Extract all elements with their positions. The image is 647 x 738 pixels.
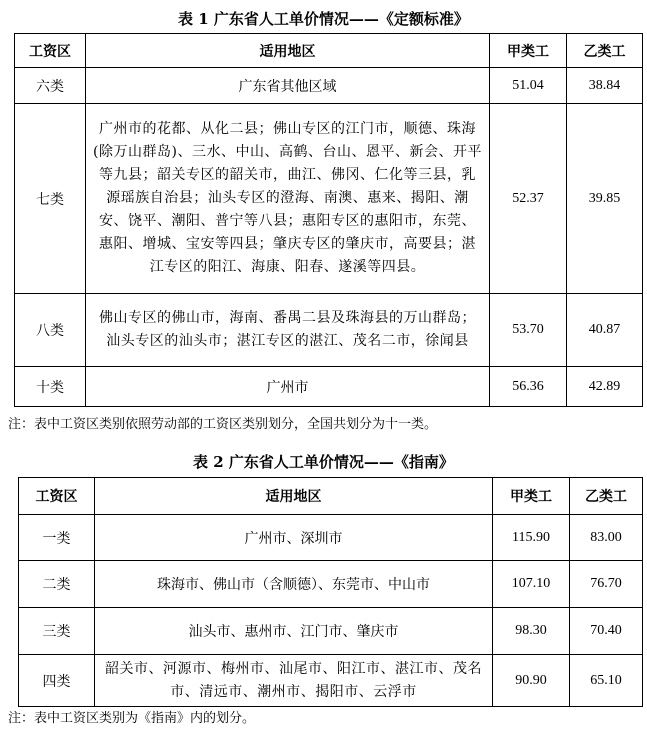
zone-cell: 一类 [19,515,95,561]
zone-cell: 三类 [19,608,95,655]
jia-cell: 51.04 [490,68,567,104]
yi-cell: 83.00 [570,515,643,561]
table-row [15,294,643,367]
jia-cell: 98.30 [493,608,570,655]
jia-cell: 52.37 [490,104,567,294]
yi-cell: 76.70 [570,561,643,608]
jia-cell: 56.36 [490,367,567,407]
header-region: 适用地区 [86,34,490,68]
table2-caption: 表 2 广东省人工单价情况——《指南》 [193,453,454,471]
region-cell: 佛山专区的佛山市，海南、番禺二县及珠海县的万山群岛；汕头专区的汕头市；湛江专区的湛江、茂名二市，徐闻县 [86,294,490,367]
header-zone: 工资区 [15,34,86,68]
yi-cell: 39.85 [567,104,643,294]
header-yi: 乙类工 [567,34,643,68]
region-cell: 广东省其他区域 [86,68,490,104]
zone-cell: 四类 [19,655,95,707]
region-cell: 汕头市、惠州市、江门市、肇庆市 [95,608,493,655]
header-zone: 工资区 [19,478,95,515]
yi-cell: 38.84 [567,68,643,104]
table2-note: 注：表中工资区类别为《指南》内的划分。 [8,711,256,726]
table-row [15,367,643,407]
yi-cell: 42.89 [567,367,643,407]
jia-cell: 90.90 [493,655,570,707]
yi-cell: 70.40 [570,608,643,655]
zone-cell: 六类 [15,68,86,104]
table1-header-row [15,34,643,68]
table2 [18,477,643,707]
table-row [19,515,643,561]
table-row [15,104,643,294]
table1-caption: 表 1 广东省人工单价情况——《定额标准》 [178,10,469,28]
zone-cell: 八类 [15,294,86,367]
yi-cell: 65.10 [570,655,643,707]
header-jia: 甲类工 [490,34,567,68]
table1 [14,33,643,407]
header-region: 适用地区 [95,478,493,515]
table-row [15,68,643,104]
yi-cell: 40.87 [567,294,643,367]
table-row [19,655,643,707]
region-cell: 广州市的花都、从化二县；佛山专区的江门市，顺德、珠海(除万山群岛)、三水、中山、高鹤、台山、恩平、新会、开平等九县；韶关专区的韶关市，曲江、佛冈、仁化等三县，乳源瑶族自治县；汕头专区的澄海、南澳、惠来、揭阳、潮安、饶平、潮阳、普宁等八县；惠阳专区的惠阳市，东莞、惠阳、增城、宝安等四县；肇庆专区的肇庆市，高要县；湛江专区的阳江、海康、阳春、遂溪等四县。 [86,104,490,294]
zone-cell: 十类 [15,367,86,407]
jia-cell: 115.90 [493,515,570,561]
region-cell: 广州市 [86,367,490,407]
table1-note: 注：表中工资区类别依照劳动部的工资区类别划分，全国共划分为十一类。 [8,417,438,432]
table2-header-row [19,478,643,515]
zone-cell: 二类 [19,561,95,608]
table-row [19,608,643,655]
region-cell: 韶关市、河源市、梅州市、汕尾市、阳江市、湛江市、茂名市、清远市、潮州市、揭阳市、云浮市 [95,655,493,707]
header-jia: 甲类工 [493,478,570,515]
header-yi: 乙类工 [570,478,643,515]
jia-cell: 107.10 [493,561,570,608]
jia-cell: 53.70 [490,294,567,367]
region-cell: 广州市、深圳市 [95,515,493,561]
zone-cell: 七类 [15,104,86,294]
region-cell: 珠海市、佛山市（含顺德）、东莞市、中山市 [95,561,493,608]
table-row [19,561,643,608]
